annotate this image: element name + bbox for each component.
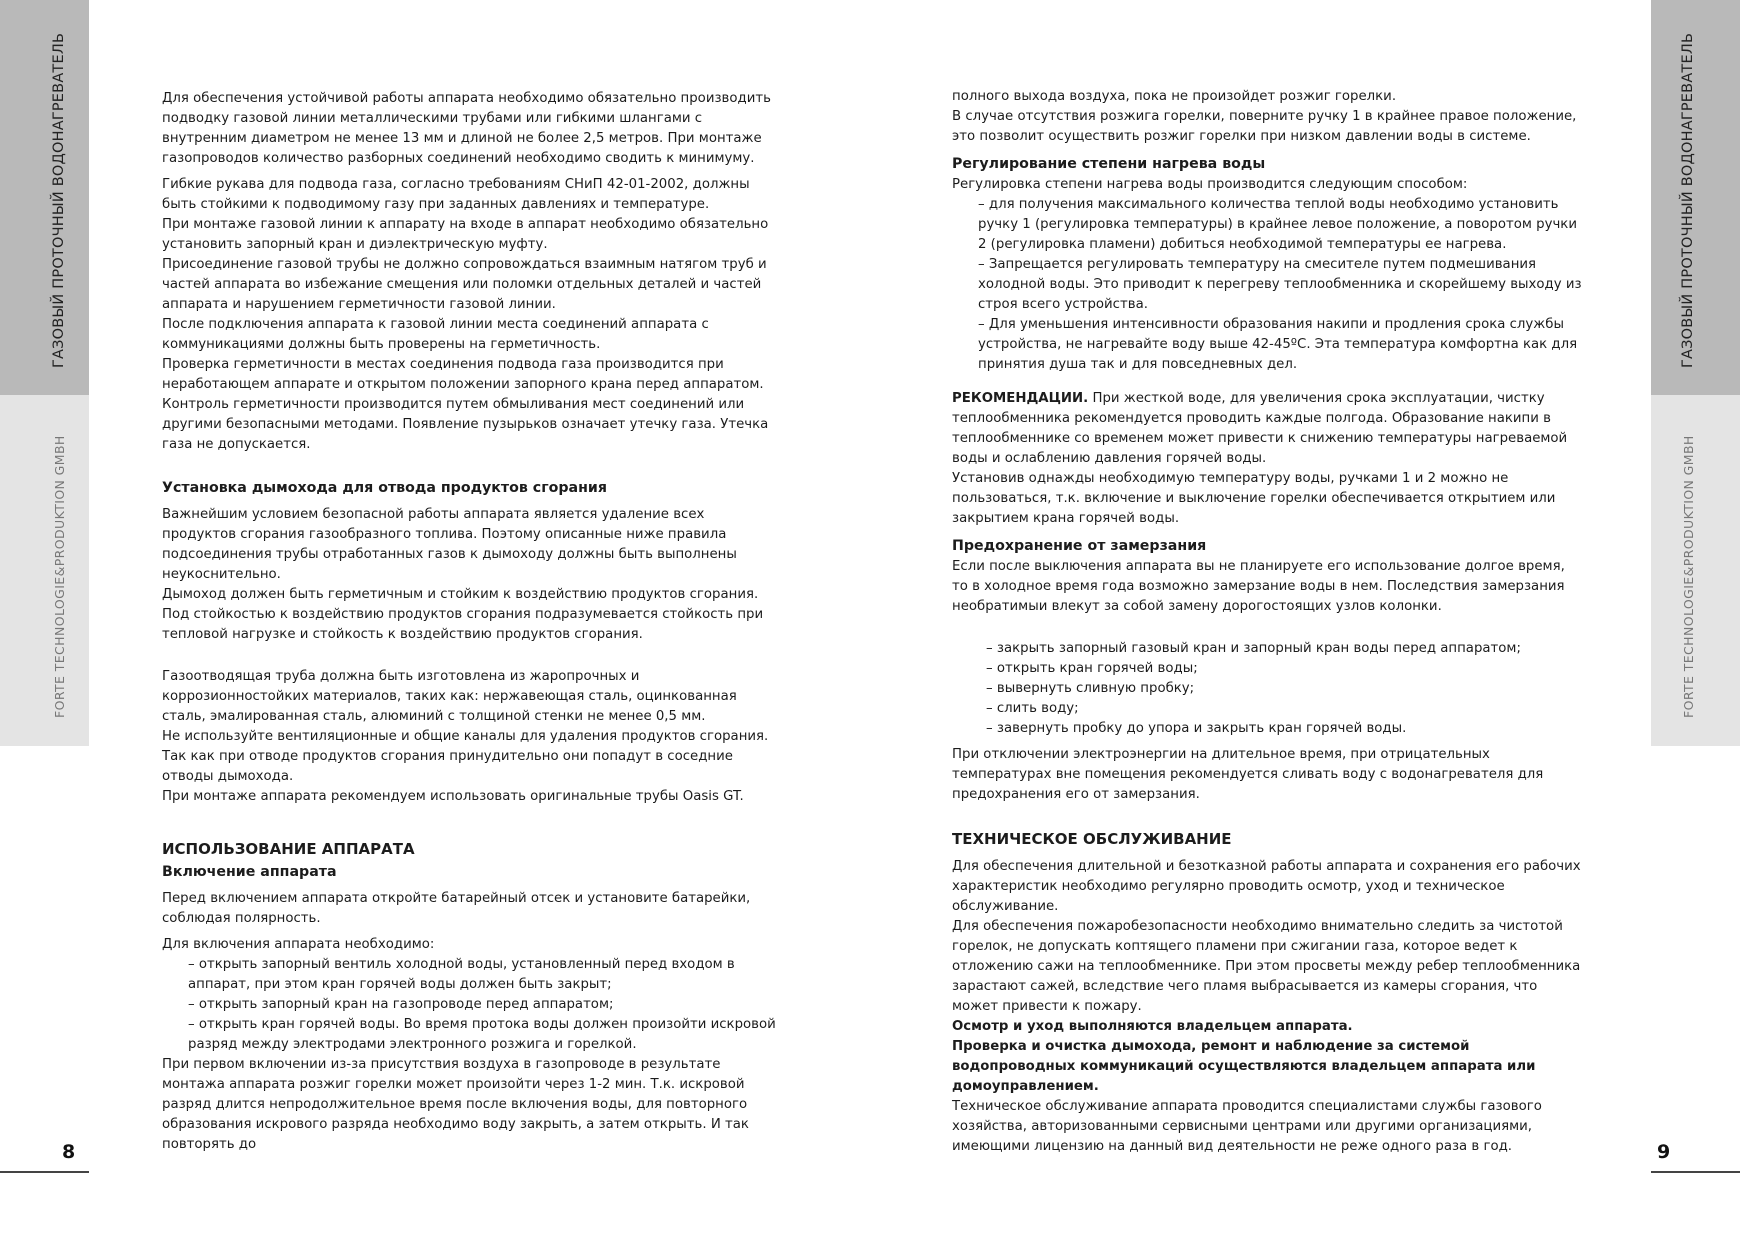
list-item: – Запрещается регулировать температуру на смесителе путем подмешивания холодной воды. Это приводит к перегреву теплообменника и скорейшему выходу из строя всего устройства. (978, 257, 1582, 312)
paragraph: Дымоход должен быть герметичным и стойким к воздействию продуктов сгорания. Под стойкостью к воздействию продуктов сгорания подразумевается стойкость при тепловой нагрузке и стойкость к воздействию продуктов сгорания. (162, 587, 764, 642)
list-item: – завернуть пробку до упора и закрыть кран горячей воды. (986, 721, 1407, 736)
recommendations-label: РЕКОМЕНДАЦИИ. (952, 391, 1089, 406)
paragraph: Регулировка степени нагрева воды производится следующим способом: (952, 177, 1468, 192)
left-side-band-dark (0, 0, 89, 395)
left-page-rule (0, 1171, 89, 1173)
list-item: – Для уменьшения интенсивности образования накипи и продления срока службы устройства, не нагревайте воду выше 42-45ºC. Эта температура комфортна как для принятия душа так и для повседневных дел. (978, 317, 1578, 372)
left-page-number: 8 (62, 1141, 76, 1163)
paragraph: Проверка герметичности в местах соединения подвода газа производится при неработающем аппарате и открытом положении запорного крана перед аппаратом. Контроль герметичности производится путем обмыливания мест соединений или другими безопасными методами. Появление пузырьков означает утечку газа. Утечка газа не допускается. (162, 357, 769, 452)
section-heading-freeze-protection: Предохранение от замерзания (952, 538, 1207, 554)
right-page-text (952, 87, 1582, 1157)
paragraph: При монтаже аппарата рекомендуем использовать оригинальные трубы Oasis GT. (162, 789, 744, 804)
bold-note: Проверка и очистка дымохода, ремонт и наблюдение за системой водопроводных коммуникаций осуществляются владельцем аппарата или домоуправлением. (952, 1039, 1536, 1094)
paragraph: Для обеспечения длительной и безотказной работы аппарата и сохранения его рабочих характеристик необходимо регулярно проводить осмотр, уход и техническое обслуживание. (952, 859, 1581, 914)
list-item: – открыть запорный вентиль холодной воды, установленный перед входом в аппарат, при этом кран горячей воды должен быть закрыт; (188, 957, 735, 992)
list-item: – слить воду; (986, 701, 1079, 716)
list-item: – открыть кран горячей воды; (986, 661, 1198, 676)
paragraph: Газоотводящая труба должна быть изготовлена из жаропрочных и коррозионностойких материалов, таких как: нержавеющая сталь, оцинкованная сталь, эмалированная сталь, алюминий с толщиной стенки не менее 0,5 мм. (162, 669, 737, 724)
paragraph: После подключения аппарата к газовой линии места соединений аппарата с коммуникациями должны быть проверены на герметичность. (162, 317, 709, 352)
recommendations-paragraph (952, 389, 1582, 469)
paragraph: При монтаже газовой линии к аппарату на входе в аппарат необходимо обязательно установить запорный кран и диэлектрическую муфту. (162, 217, 769, 252)
paragraph-bold (952, 1037, 1582, 1097)
paragraph: Присоединение газовой трубы не должно сопровождаться взаимным натягом труб и частей аппарата во избежание смещения или поломки отдельных деталей и частей аппарата и нарушением герметичности газовой линии. (162, 257, 767, 312)
paragraph: Не используйте вентиляционные и общие каналы для удаления продуктов сгорания. Так как при отводе продуктов сгорания принудительно они попадут в соседние отводы дымохода. (162, 729, 769, 784)
subheading-power-on: Включение аппарата (162, 864, 337, 880)
bold-note: Осмотр и уход выполняются владельцем аппарата. (952, 1019, 1353, 1034)
paragraph: Перед включением аппарата откройте батарейный отсек и установите батарейки, соблюдая полярность. (162, 891, 751, 926)
right-page-rule (1651, 1171, 1740, 1173)
section-heading-maintenance: ТЕХНИЧЕСКОЕ ОБСЛУЖИВАНИЕ (952, 830, 1232, 848)
left-side-title: ГАЗОВЫЙ ПРОТОЧНЫЙ ВОДОНАГРЕВАТЕЛЬ (51, 32, 67, 368)
paragraph: Важнейшим условием безопасной работы аппарата является удаление всех продуктов сгорания газообразного топлива. Поэтому описанные ниже правила подсоединения трубы отработанных газов к дымоходу должны быть выполнены неукоснительно. (162, 507, 737, 582)
section-heading-heat-regulation: Регулирование степени нагрева воды (952, 156, 1266, 172)
list-item: – закрыть запорный газовый кран и запорный кран воды перед аппаратом; (986, 641, 1521, 656)
paragraph: При отключении электроэнергии на длительное время, при отрицательных температурах вне помещения рекомендуется сливать воду с водонагревателя для предохранения его от замерзания. (952, 747, 1544, 802)
paragraph-bold (952, 1017, 1582, 1037)
paragraph: Установив однажды необходимую температуру воды, ручками 1 и 2 можно не пользоваться, т.к. включение и выключение горелки обеспечивается открытием или закрытием крана горячей воды. (952, 471, 1556, 526)
paragraph: При первом включении из-за присутствия воздуха в газопроводе в результате монтажа аппарата розжиг горелки может произойти через 1-2 мин. Т.к. искровой разряд длится непродолжительное время после включения воды, для повторного образования искрового разряда необходимо воду закрыть, а затем открыть. И так повторять до (162, 1057, 749, 1152)
left-page-text (162, 89, 782, 1155)
section-heading-chimney: Установка дымохода для отвода продуктов сгорания (162, 480, 607, 496)
paragraph: Для обеспечения пожаробезопасности необходимо внимательно следить за чистотой горелок, не допускать коптящего пламени при сжигании газа, которое ведет к отложению сажи на теплообменнике. При этом просветы между ребер теплообменника зарастают сажей, вследствие чего пламя выбрасывается из камеры сгорания, что может привести к пожару. (952, 919, 1581, 1014)
right-side-title: ГАЗОВЫЙ ПРОТОЧНЫЙ ВОДОНАГРЕВАТЕЛЬ (1680, 32, 1696, 368)
recommendations-text: При жесткой воде, для увеличения срока эксплуатации, чистку теплообменника рекомендуется проводить каждые полгода. Образование накипи в теплообменнике со временем может привести к снижению температуры нагреваемой воды и ослаблению давления горячей воды. (952, 391, 1568, 466)
paragraph: В случае отсутствия розжига горелки, поверните ручку 1 в крайнее правое положение, это позволит осуществить розжиг горелки при низком давлении воды в системе. (952, 109, 1577, 144)
paragraph: Для включения аппарата необходимо: (162, 937, 435, 952)
list-item: – открыть кран горячей воды. Во время протока воды должен произойти искровой разряд между электродами электронного розжига и горелкой. (188, 1017, 776, 1052)
paragraph: Техническое обслуживание аппарата проводится специалистами службы газового хозяйства, авторизованными сервисными центрами или другими организациями, имеющими лицензию на данный вид деятельности не реже одного раза в год. (952, 1099, 1542, 1154)
paragraph: Если после выключения аппарата вы не планируете его использование долгое время, то в холодное время года возможно замерзание воды в нем. Последствия замерзания необратимыи влекут за собой замену дорогостоящих узлов колонки. (952, 559, 1565, 614)
left-side-brand: FORTE TECHNOLOGIE&PRODUKTION GMBH (52, 435, 67, 718)
list-item: – открыть запорный кран на газопроводе перед аппаратом; (188, 997, 614, 1012)
left-side-band-light (0, 395, 89, 746)
right-side-brand: FORTE TECHNOLOGIE&PRODUKTION GMBH (1681, 435, 1696, 718)
list-item: – для получения максимального количества теплой воды необходимо установить ручку 1 (регулировка температуры) в крайнее левое положение, а поворотом ручки 2 (регулировка пламени) добиться необходимой температуры ее нагрева. (978, 197, 1577, 252)
list-item: – вывернуть сливную пробку; (986, 681, 1195, 696)
paragraph: полного выхода воздуха, пока не произойдет розжиг горелки. (952, 89, 1397, 104)
right-page-number: 9 (1657, 1141, 1671, 1163)
section-heading-usage: ИСПОЛЬЗОВАНИЕ АППАРАТА (162, 840, 415, 858)
paragraph: Для обеспечения устойчивой работы аппарата необходимо обязательно производить подводку газовой линии металлическими трубами или гибкими шлангами с внутренним диаметром не менее 13 мм и длиной не более 2,5 метров. При монтаже газопроводов количество разборных соединений необходимо сводить к минимуму. (162, 91, 771, 166)
paragraph: Гибкие рукава для подвода газа, согласно требованиям СНиП 42-01-2002, должны быть стойкими к подводимому газу при заданных давлениях и температуре. (162, 177, 750, 212)
